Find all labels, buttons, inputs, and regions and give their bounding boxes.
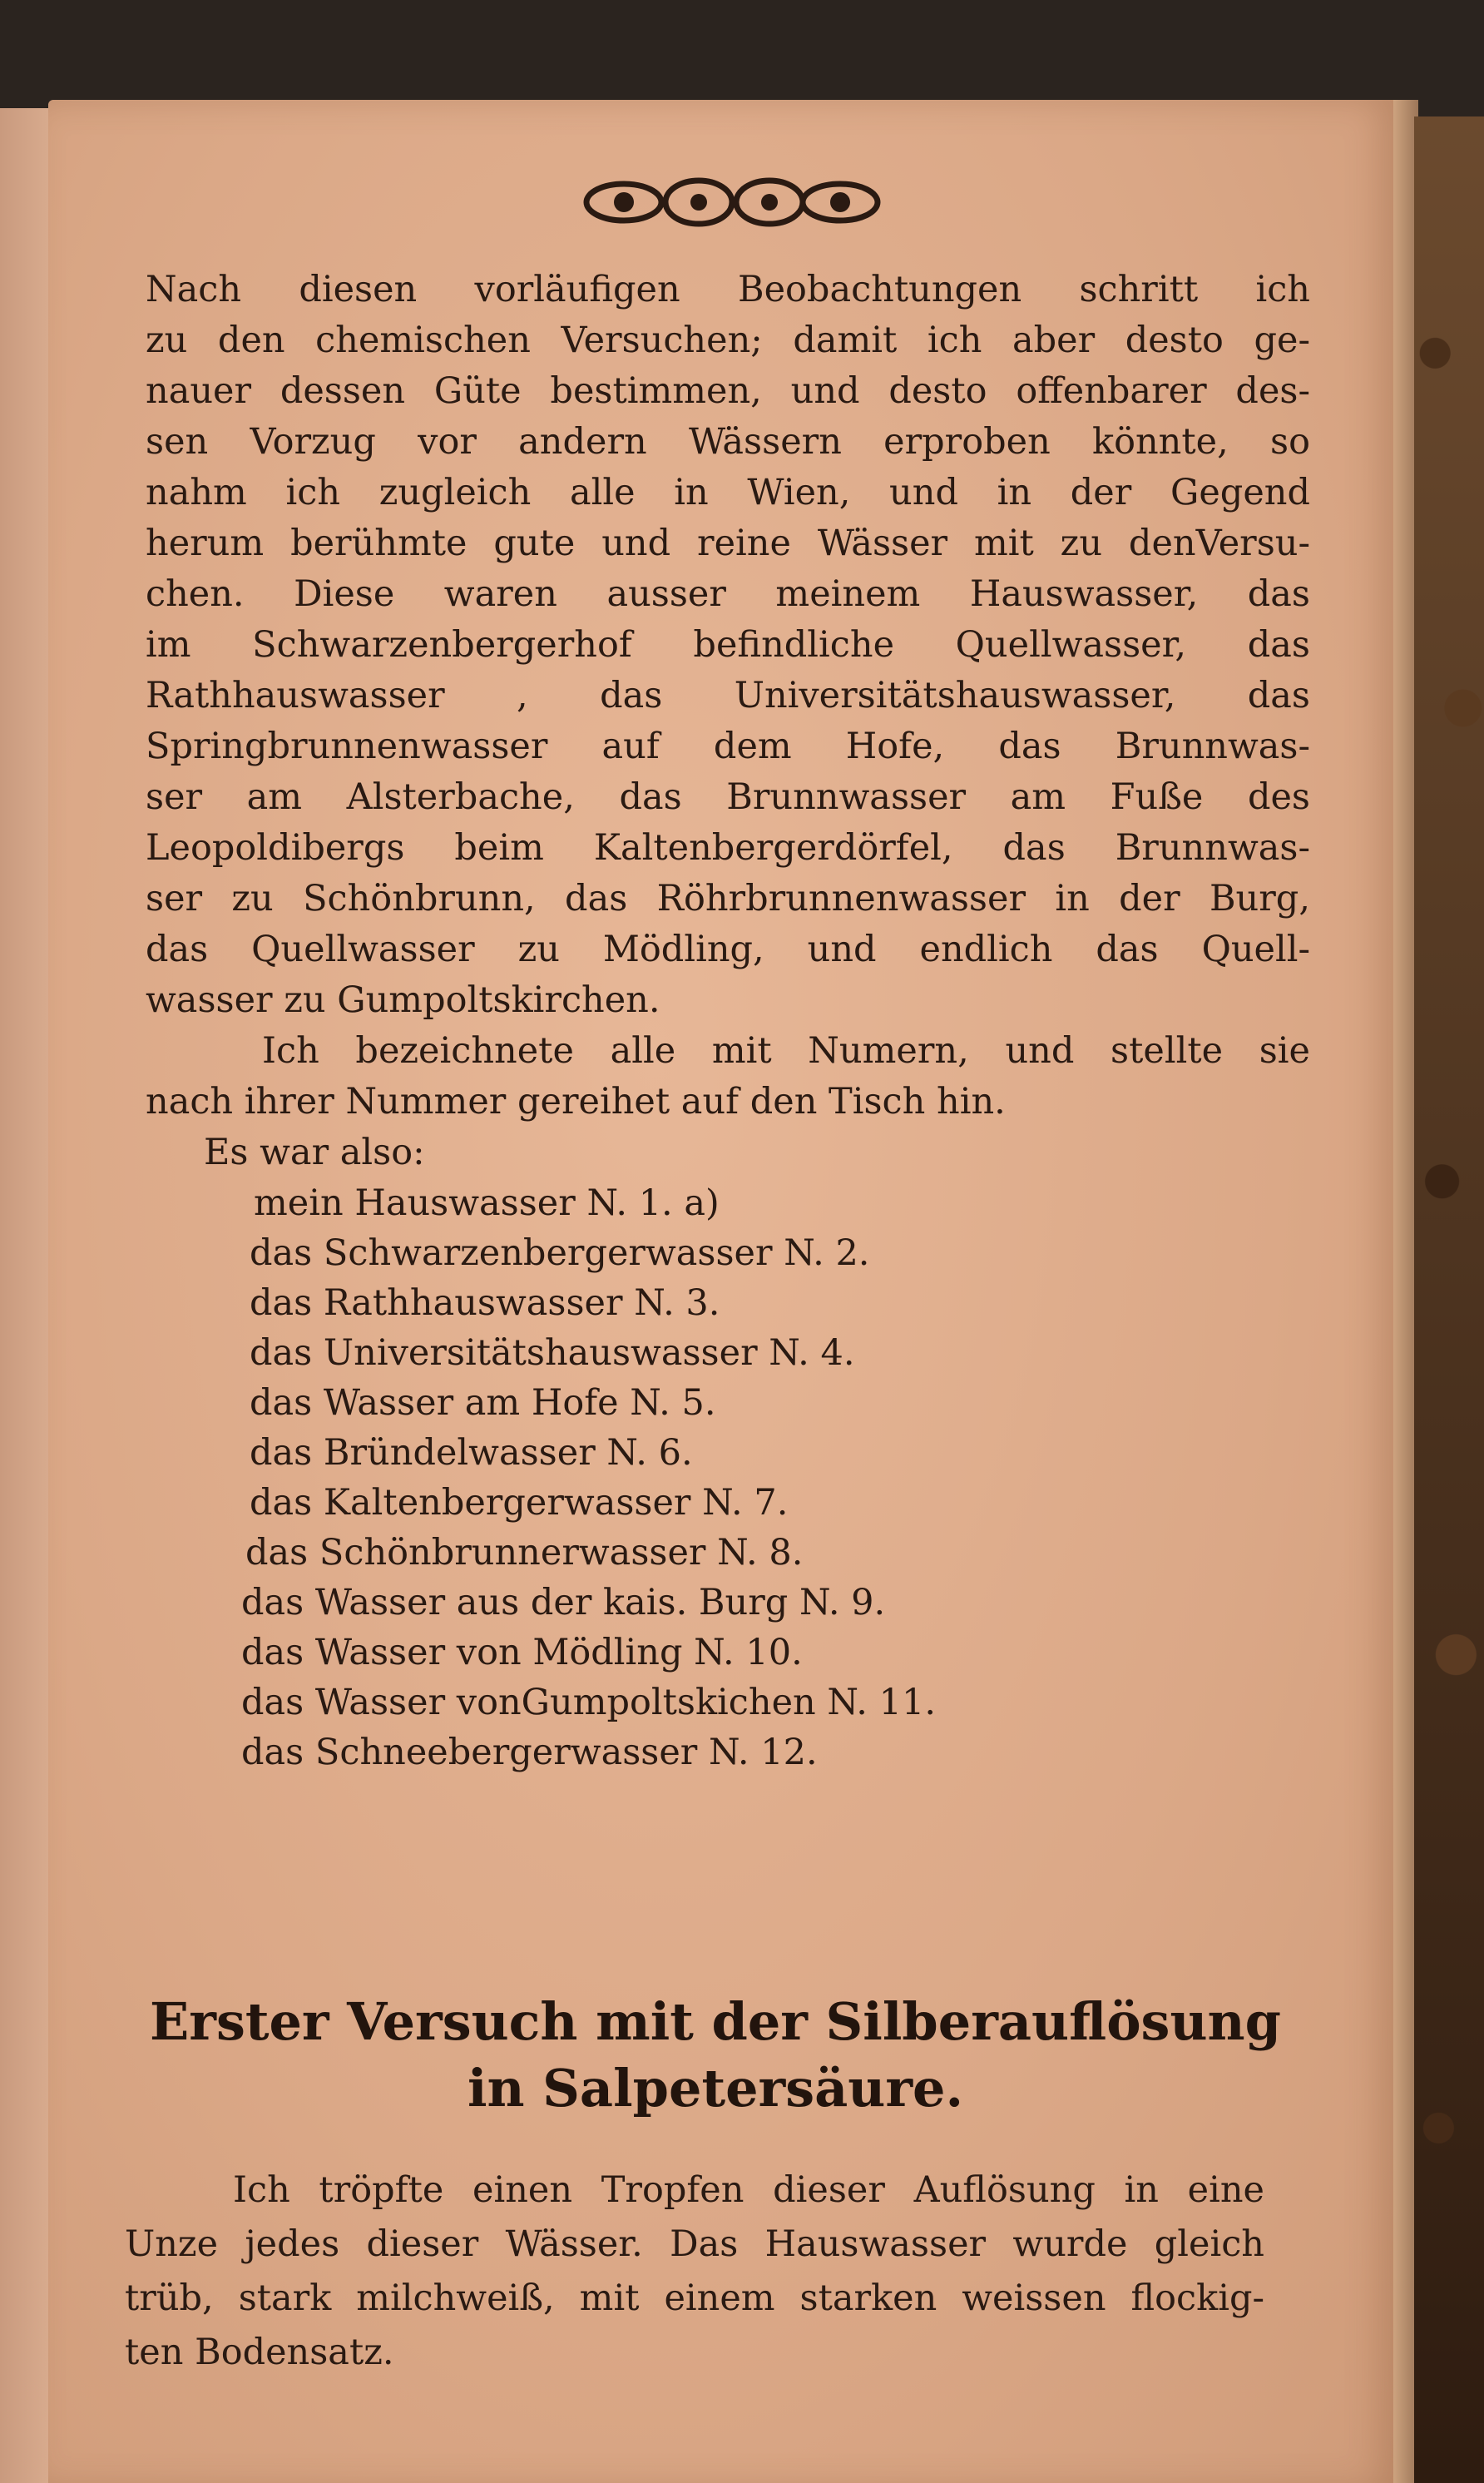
text-line: Ich tröpfte einen Tropfen dieser Auflösung in eine <box>233 2169 1264 2211</box>
list-item: das Universitätshauswasser N. 4. <box>250 1332 855 1374</box>
water-sample-list <box>146 1178 1310 1777</box>
text-line: chen. Diese waren ausser meinem Hauswasser, das <box>146 573 1310 615</box>
text-line: Nach diesen vorläufigen Beobachtungen schritt ich <box>146 269 1310 310</box>
heading-line-2: in Salpetersäure. <box>467 2058 964 2119</box>
text-line: nach ihrer Nummer gereihet auf den Tisch hin. <box>146 1081 1006 1123</box>
ornament-icon <box>574 171 890 233</box>
list-item: das Schneebergerwasser N. 12. <box>241 1732 818 1773</box>
text-line: sen Vorzug vor andern Wässern erproben könnte, so <box>146 421 1310 463</box>
text-line: trüb, stark milchweiß, mit einem starken weissen flockig- <box>125 2277 1264 2319</box>
text-line: herum berühmte gute und reine Wässer mit zu denVersu- <box>146 523 1310 564</box>
text-line: wasser zu Gumpoltskirchen. <box>146 979 660 1021</box>
body-text <box>146 265 1310 1777</box>
list-item: mein Hauswasser N. 1. a) <box>254 1182 720 1224</box>
text-line: ser am Alsterbache, das Brunnwasser am Fuße des <box>146 776 1310 818</box>
list-item: das Schönbrunnerwasser N. 8. <box>245 1532 804 1574</box>
text-line: Es war also: <box>204 1132 425 1173</box>
text-line: zu den chemischen Versuchen; damit ich aber desto ge- <box>146 320 1310 361</box>
section-heading <box>116 1989 1314 2122</box>
text-line: Unze jedes dieser Wässer. Das Hauswasser wurde gleich <box>125 2223 1264 2265</box>
text-line: nahm ich zugleich alle in Wien, und in der Gegend <box>146 472 1310 513</box>
paragraph-2 <box>146 1026 1310 1178</box>
text-line: im Schwarzenbergerhof befindliche Quellwasser, das <box>146 624 1310 666</box>
list-item: das Wasser am Hofe N. 5. <box>250 1382 716 1424</box>
list-item: das Wasser aus der kais. Burg N. 9. <box>241 1582 886 1623</box>
text-line: Rathhauswasser , das Universitätshauswasser, das <box>146 675 1310 716</box>
text-line: nauer dessen Güte bestimmen, und desto offenbarer des- <box>146 370 1310 412</box>
list-item: das Schwarzenbergerwasser N. 2. <box>250 1232 870 1274</box>
text-line: ser zu Schönbrunn, das Röhrbrunnenwasser in der Burg, <box>146 878 1310 919</box>
list-item: das Rathhauswasser N. 3. <box>250 1282 720 1324</box>
facing-page-edge <box>0 108 50 2483</box>
heading-line-1: Erster Versuch mit der Silberauflösung <box>150 1991 1281 2052</box>
list-item: das Bründelwasser N. 6. <box>250 1432 693 1474</box>
list-item: das Kaltenbergerwasser N. 7. <box>250 1482 789 1524</box>
marbled-cover <box>1414 116 1484 2483</box>
text-line: Ich bezeichnete alle mit Numern, und stellte sie <box>262 1030 1310 1072</box>
list-item: das Wasser vonGumpoltskichen N. 11. <box>241 1682 936 1723</box>
text-line: Springbrunnenwasser auf dem Hofe, das Brunnwas- <box>146 726 1310 767</box>
text-line: das Quellwasser zu Mödling, und endlich das Quell- <box>146 929 1310 970</box>
paragraph-3 <box>125 2163 1264 2380</box>
text-line: ten Bodensatz. <box>125 2332 394 2373</box>
list-item: das Wasser von Mödling N. 10. <box>241 1632 803 1673</box>
paragraph-1 <box>146 265 1310 1026</box>
text-line: Leopoldibergs beim Kaltenbergerdörfel, das Brunnwas- <box>146 827 1310 869</box>
